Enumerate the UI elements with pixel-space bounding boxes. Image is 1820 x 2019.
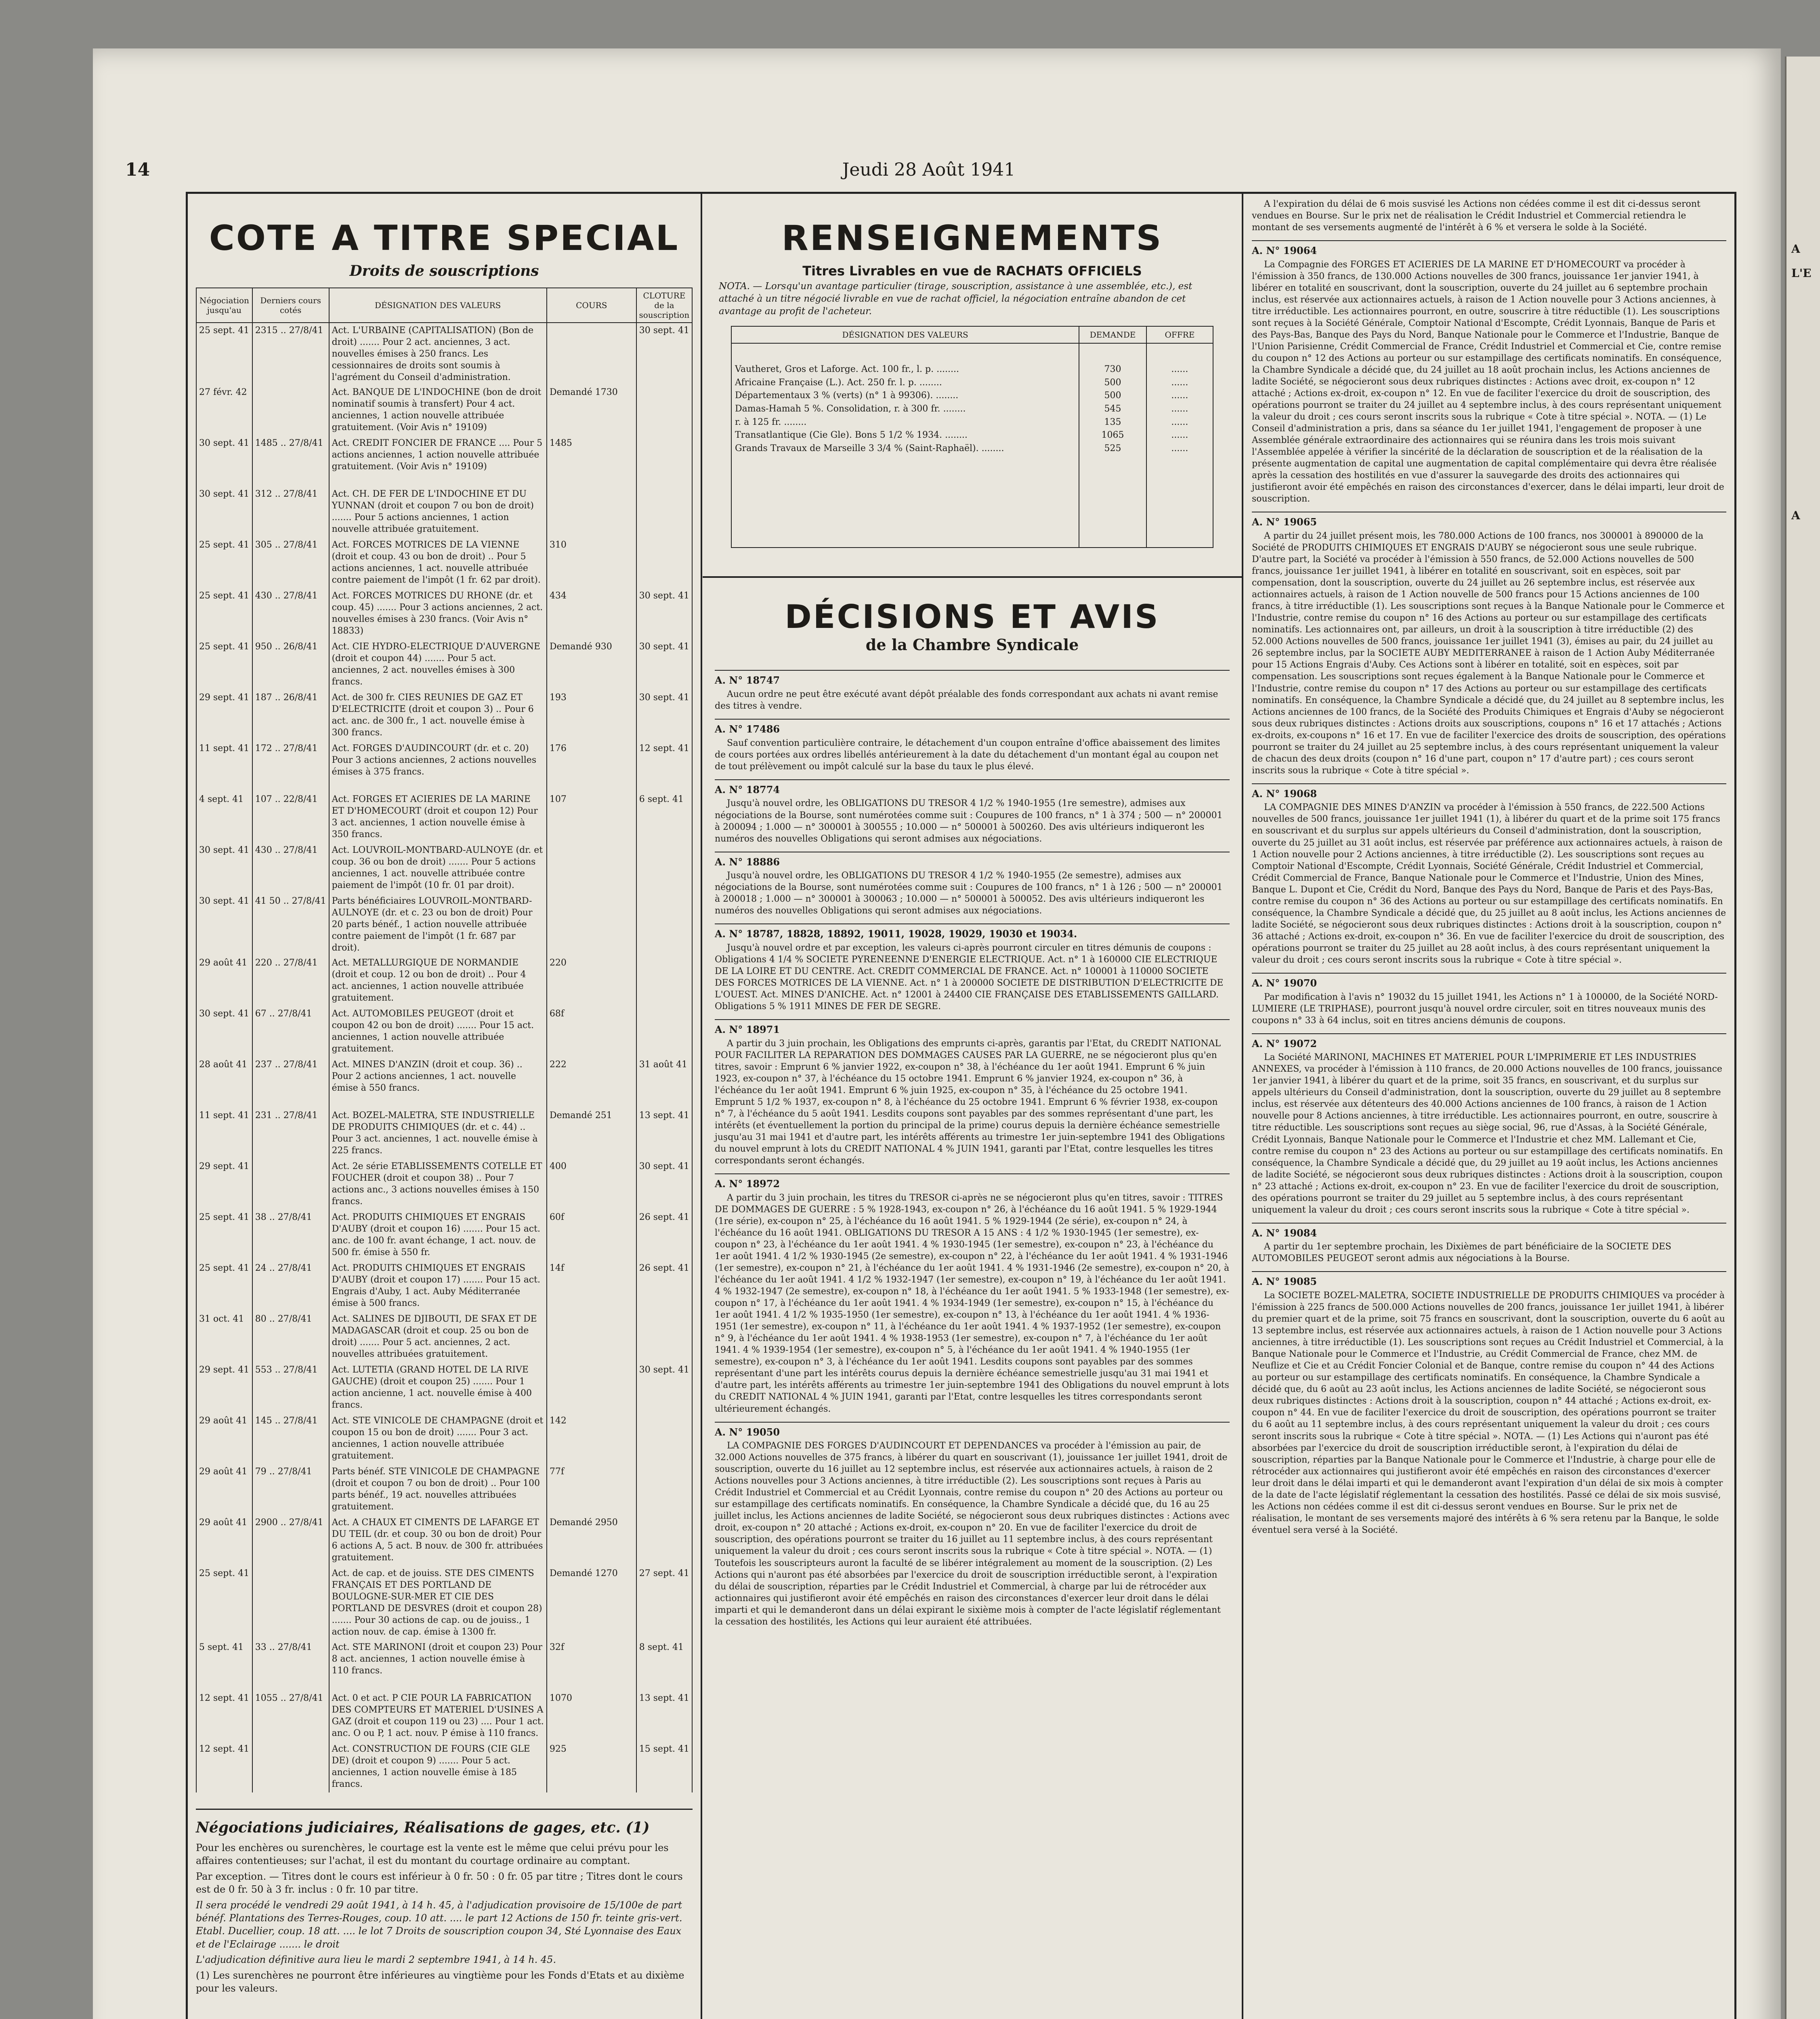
price	[547, 1362, 636, 1413]
security-designation: Grands Travaux de Marseille 3 3/4 % (Saint-Raphaël). ........	[731, 442, 1079, 548]
adjudication-text: Il sera procédé le vendredi 29 août 1941, à 14 h. 45, à l'adjudication provisoire de 15/100e de part bénéf. Plantations des Terres-Rouges, coup. 10 att. .... le part 12 Actions de 150 fr. teinte gris-vert. Etabl. Ducellier, coup. 18 att. .... le lot 7 Droits de souscription coupon 34, Sté Lyonnaise des Eaux et de l'Eclairage ....... le droit	[196, 1899, 682, 1950]
header-demande: DEMANDE	[1079, 326, 1146, 343]
price: 925	[547, 1742, 636, 1792]
table-row	[731, 429, 1213, 442]
negociation-date: 30 sept. 41	[196, 843, 252, 894]
header-derniers-cours: Derniers cours cotés	[252, 288, 329, 323]
price	[547, 1312, 636, 1362]
security-designation: r. à 125 fr. ........	[731, 416, 1079, 429]
table-row	[196, 1640, 692, 1691]
security-designation: Act. 0 et act. P CIE POUR LA FABRICATION DES COMPTEURS ET MATERIEL D'USINES A GAZ (droit et coupon 119 ou 23) .... Pour 1 act. anc. O ou P, 1 act. nouv. P émise à 110 francs.	[329, 1691, 547, 1742]
price	[547, 894, 636, 955]
security-designation: Act. FORCES MOTRICES DU RHONE (dr. et coup. 45) ....... Pour 3 actions anciennes, 2 act. nouvelles émises à 230 francs. (Voir Avis n° 18833)	[329, 588, 547, 639]
negociation-date: 30 sept. 41	[196, 436, 252, 487]
avis-item	[715, 1422, 1230, 1635]
table-row	[196, 1464, 692, 1515]
security-designation: Vautheret, Gros et Laforge. Act. 100 fr., l. p. ........	[731, 343, 1079, 376]
table-row	[196, 537, 692, 588]
table-row	[196, 792, 692, 843]
price: 222	[547, 1057, 636, 1108]
price	[547, 843, 636, 894]
avis-number: A. N° 19064	[1252, 245, 1317, 257]
column-avis-continued	[1244, 194, 1734, 2019]
closing-date: 12 sept. 41	[636, 741, 692, 792]
last-price	[252, 385, 329, 436]
negociation-date: 4 sept. 41	[196, 792, 252, 843]
decisions-title: DÉCISIONS ET AVIS	[785, 598, 1160, 636]
last-price: 107 .. 22/8/41	[252, 792, 329, 843]
closing-date	[636, 436, 692, 487]
last-price: 33 .. 27/8/41	[252, 1640, 329, 1691]
price: 220	[547, 955, 636, 1006]
closing-date: 13 sept. 41	[636, 1108, 692, 1159]
negociation-date: 29 sept. 41	[196, 690, 252, 741]
table-row	[196, 639, 692, 690]
negociation-date: 25 sept. 41	[196, 588, 252, 639]
renseignements-title: RENSEIGNEMENTS	[781, 218, 1163, 258]
closing-date: 30 sept. 41	[636, 1159, 692, 1210]
avis-list	[703, 670, 1242, 1634]
avis-item	[1252, 194, 1726, 240]
negociation-date: 12 sept. 41	[196, 1742, 252, 1792]
closing-date	[636, 487, 692, 537]
closing-date	[636, 955, 692, 1006]
last-price: 187 .. 26/8/41	[252, 690, 329, 741]
negociation-date: 29 sept. 41	[196, 1362, 252, 1413]
closing-date: 30 sept. 41	[636, 1362, 692, 1413]
closing-date: 8 sept. 41	[636, 1640, 692, 1691]
demand-price: 730	[1079, 343, 1146, 376]
avis-number: A. N° 19068	[1252, 787, 1317, 800]
security-designation: Act. CIE HYDRO-ELECTRIQUE D'AUVERGNE (droit et coupon 44) ....... Pour 5 act. anciennes, 2 act. nouvelles émises à 300 francs.	[329, 639, 547, 690]
table-row	[731, 389, 1213, 403]
demand-price: 545	[1079, 403, 1146, 416]
column-cote	[188, 194, 702, 2019]
avis-item	[1252, 1271, 1726, 1543]
security-designation: Act. FORCES MOTRICES DE LA VIENNE (droit et coup. 43 ou bon de droit) .. Pour 5 actions anciennes, 1 act. nouvelle attribuée contre paiement de l'impôt (1 fr. 62 par droit).	[329, 537, 547, 588]
rachats-table	[731, 326, 1213, 548]
closing-date: 31 août 41	[636, 1057, 692, 1108]
closing-date	[636, 1515, 692, 1566]
avis-item	[715, 923, 1230, 1019]
negociation-date: 29 août 41	[196, 1515, 252, 1566]
negociation-date: 29 août 41	[196, 955, 252, 1006]
avis-item	[715, 1019, 1230, 1173]
closing-date: 15 sept. 41	[636, 1742, 692, 1792]
table-row	[196, 843, 692, 894]
avis-text: A partir du 3 juin prochain, les titres du TRESOR ci-après ne se négocieront plus qu'en titres, savoir : TITRES DE DOMMAGES DE GUERRE : 5 % 1928-1943, ex-coupon n° 26, à l'échéance du 16 août 1941. 5 % 1929-1944 (1re série), ex-coupon n° 25, à l'échéance du 16 août 1941. 5 % 1929-1944 (2e série), ex-coupon n° 24, à l'échéance du 16 août 1941. OBLIGATIONS DU TRESOR A 15 ANS : 4 1/2 % 1930-1945 (1er semestre), ex-coupon n° 23, à l'échéance du 1er août 1941. 4 % 1930-1945 (1er semestre), ex-coupon n° 23, à l'échéance du 1er août 1941. 4 1/2 % 1930-1945 (2e semestre), ex-coupon n° 22, à l'échéance du 1er août 1941. 4 % 1931-1946 (1er semestre), ex-coupon n° 21, à l'échéance du 1er août 1941. 4 % 1931-1946 (2e semestre), ex-coupon n° 20, à l'échéance du 1er août 1941. 4 1/2 % 1932-1947 (1er semestre), ex-coupon n° 19, à l'échéance du 1er août 1941. 4 % 1932-1947 (2e semestre), ex-coupon n° 18, à l'échéance du 1er août 1941. 5 % 1933-1948 (1er semestre), ex-coupon n° 17, à l'échéance du 1er août 1941. 4 % 1934-1949 (1er semestre), ex-coupon n° 15, à l'échéance du 1er août 1941. 4 1/2 % 1935-1950 (1er semestre), ex-coupon n° 13, à l'échéance du 1er août 1941. 4 % 1936-1951 (1er semestre), ex-coupon n° 11, à l'échéance du 1er août 1941. 4 % 1937-1952 (1er semestre), ex-coupon n° 9, à l'échéance du 1er août 1941. 4 % 1938-1953 (1er semestre), ex-coupon n° 7, à l'échéance du 1er août 1941. 4 % 1939-1954 (1er semestre), ex-coupon n° 5, à l'échéance du 1er août 1941. 4 % 1940-1955 (1er semestre), ex-coupon n° 3, à l'échéance du 1er août 1941. Lesdits coupons sont payables par des sommes représentant d'une part les intérêts courus depuis la dernière échéance semestrielle jusqu'au 31 mai 1941 et d'autre part, les intérêts afférents au trimestre 1er juin-septembre 1941 des Obligations du nouvel emprunt à lots du CREDIT NATIONAL 4 % JUIN 1941, garanti par l'Etat, contre lesquelles les titres correspondants seront ultérieurement échangés.	[715, 1192, 1230, 1414]
price: Demandé 1730	[547, 385, 636, 436]
avis-text: La Société MARINONI, MACHINES ET MATERIEL POUR L'IMPRIMERIE ET LES INDUSTRIES ANNEXES, va procéder à l'émission à 110 francs, de 20.000 Actions nouvelles de 100 francs, jouissance 1er janvier 1941, à libérer du quart et de la prime, soit 35 francs, en souscrivant, et du surplus sur appels ultérieurs du Conseil d'administration, dont la souscription, ouverte du 29 juillet au 8 septembre inclus, est réservée aux détenteurs des 40.000 Actions anciennes de 100 francs, à raison de 1 Action nouvelle pour 8 Actions anciennes, à titre irréductible. Les actionnaires pourront, en outre, souscrire à titre réductible. Les souscriptions sont reçues au siège social, 96, rue d'Assas, à la Société Générale, Crédit Lyonnais, Banque Nationale pour le Commerce et l'Industrie et chez MM. Lallemant et Cie, contre remise du coupon n° 23 des Actions au porteur ou sur estampillage des certificats nominatifs. En conséquence, la Chambre Syndicale a décidé que, du 29 juillet au 19 août inclus, les Actions anciennes de ladite Société, se négocieront sous deux rubriques distinctes : Actions droit à la souscription, coupon n° 23 attaché ; Actions ex-droit, ex-coupon n° 23. En vue de faciliter l'exercice du droit de souscription, des opérations pourront se traiter du 29 juillet au 5 septembre inclus, à des cours représentant uniquement la valeur du droit ; ces cours seront inscrits sous la rubrique « Cote à titre spécial ».	[1252, 1052, 1723, 1215]
negociation-date: 25 sept. 41	[196, 1566, 252, 1639]
price: 14f	[547, 1261, 636, 1312]
last-price: 38 .. 27/8/41	[252, 1210, 329, 1261]
decisions-section	[703, 576, 1242, 1634]
last-price: 79 .. 27/8/41	[252, 1464, 329, 1515]
last-price: 231 .. 27/8/41	[252, 1108, 329, 1159]
security-designation: Act. CREDIT FONCIER DE FRANCE .... Pour 5 actions anciennes, 1 action nouvelle attribuée gratuitement. (Voir Avis n° 19109)	[329, 436, 547, 487]
price: 1070	[547, 1691, 636, 1742]
table-row	[196, 690, 692, 741]
last-price: 145 .. 27/8/41	[252, 1413, 329, 1464]
avis-text: Par modification à l'avis n° 19032 du 15 juillet 1941, les Actions n° 1 à 100000, de la Société NORD-LUMIERE (LE TRIPHASE), pourront jusqu'à nouvel ordre circuler, soit en titres nouveaux munis des coupons n° 33 à 64 inclus, soit en titres anciens démunis de coupons.	[1252, 992, 1718, 1026]
last-price: 2315 .. 27/8/41	[252, 323, 329, 385]
last-price: 1485 .. 27/8/41	[252, 436, 329, 487]
last-price: 80 .. 27/8/41	[252, 1312, 329, 1362]
negociation-date: 28 août 41	[196, 1057, 252, 1108]
avis-item	[1252, 512, 1726, 783]
table-row	[196, 1159, 692, 1210]
price: 193	[547, 690, 636, 741]
price	[547, 487, 636, 537]
adjacent-page-edge	[1785, 57, 1820, 2019]
price: 434	[547, 588, 636, 639]
negociation-date: 11 sept. 41	[196, 1108, 252, 1159]
right-page-fragment: A	[1791, 509, 1800, 522]
closing-date	[636, 843, 692, 894]
header-offre: OFFRE	[1146, 326, 1213, 343]
price: 68f	[547, 1006, 636, 1057]
price: 142	[547, 1413, 636, 1464]
last-price: 1055 .. 27/8/41	[252, 1691, 329, 1742]
table-row	[196, 894, 692, 955]
security-designation: Act. STE VINICOLE DE CHAMPAGNE (droit et coupon 15 ou bon de droit) ....... Pour 3 act. anciennes, 1 action nouvelle attribuée gratuitement.	[329, 1413, 547, 1464]
table-row	[196, 1566, 692, 1639]
footnote: (1) Les surenchères ne pourront être inférieures au vingtième pour les Fonds d'Etats et au dixième pour les valeurs.	[196, 1969, 684, 1994]
page-header	[125, 160, 1732, 188]
negociations-text: Par exception. — Titres dont le cours est inférieur à 0 fr. 50 : 0 fr. 05 par titre ; Titres dont le cours est de 0 fr. 50 à 3 fr. inclus : 0 fr. 10 par titre.	[196, 1870, 683, 1895]
security-designation: Act. PRODUITS CHIMIQUES ET ENGRAIS D'AUBY (droit et coupon 17) ....... Pour 15 act. Engrais d'Auby, 1 act. Auby Méditerranée émise à 500 francs.	[329, 1261, 547, 1312]
price: 310	[547, 537, 636, 588]
security-designation: Act. PRODUITS CHIMIQUES ET ENGRAIS D'AUBY (droit et coupon 16) ....... Pour 15 act. anc. de 100 fr. avant échange, 1 act. nouv. de 500 fr. émise à 550 fr.	[329, 1210, 547, 1261]
negociations-text: Pour les enchères ou surenchères, le courtage est la vente est le même que celui prévu pour les affaires contentieuses; sur l'achat, il est du montant du courtage ordinaire au comptant.	[196, 1842, 669, 1867]
demand-price: 500	[1079, 376, 1146, 390]
price: Demandé 1270	[547, 1566, 636, 1639]
price: Demandé 930	[547, 639, 636, 690]
table-row	[196, 1108, 692, 1159]
header-designation: DÉSIGNATION DES VALEURS	[329, 288, 547, 323]
avis-text: Sauf convention particulière contraire, le détachement d'un coupon entraîne d'office abaissement des limites de cours portées aux ordres libellés antérieurement à la date du détachement d'un montant égal au coupon net de tout prélèvement ou impôt calculé sur la base du taux le plus élevé.	[715, 738, 1220, 772]
table-row	[731, 442, 1213, 548]
cote-body	[196, 323, 692, 1792]
negociation-date: 11 sept. 41	[196, 741, 252, 792]
demand-price: 135	[1079, 416, 1146, 429]
table-row	[196, 741, 692, 792]
table-row	[731, 343, 1213, 376]
last-price: 220 .. 27/8/41	[252, 955, 329, 1006]
right-page-fragment: L'E	[1791, 267, 1812, 280]
table-row	[731, 416, 1213, 429]
negociations-section	[196, 1809, 693, 2019]
table-row	[196, 385, 692, 436]
table-row	[731, 376, 1213, 390]
security-designation: Act. AUTOMOBILES PEUGEOT (droit et coupon 42 ou bon de droit) ....... Pour 15 act. anciennes, 1 action nouvelle attribuée gratuitement.	[329, 1006, 547, 1057]
decisions-subtitle: de la Chambre Syndicale	[865, 636, 1079, 654]
last-price	[252, 1566, 329, 1639]
price: Demandé 251	[547, 1108, 636, 1159]
negociation-date: 30 sept. 41	[196, 487, 252, 537]
offer-price: ......	[1146, 416, 1213, 429]
security-designation: Act. de cap. et de jouiss. STE DES CIMENTS FRANÇAIS ET DES PORTLAND DE BOULOGNE-SUR-MER ET CIE DES PORTLAND DE DESVRES (droit et coupon 28) ....... Pour 30 actions de cap. ou de jouiss., 1 action nouv. de cap. émise à 1300 fr.	[329, 1566, 547, 1639]
renseignements-note: NOTA. — Lorsqu'un avantage particulier (tirage, souscription, assistance à une assemblée, etc.), est attaché à un titre négocié livrable en vue de rachat officiel, la négociation entraîne abandon de cet avantage au profit de l'acheteur.	[719, 281, 1192, 317]
price: Demandé 2950	[547, 1515, 636, 1566]
security-designation: Départementaux 3 % (verts) (n° 1 à 99306). ........	[731, 389, 1079, 403]
table-row	[196, 1261, 692, 1312]
table-row	[196, 1691, 692, 1742]
table-row	[731, 403, 1213, 416]
page-number: 14	[125, 160, 150, 180]
header-designation: DÉSIGNATION DES VALEURS	[731, 326, 1079, 343]
closing-date	[636, 1464, 692, 1515]
last-price: 41 50 .. 27/8/41	[252, 894, 329, 955]
cote-title: COTE A TITRE SPECIAL	[209, 218, 680, 258]
avis-number: A. N° 18971	[715, 1024, 780, 1036]
renseignements-subtitle: Titres Livrables en vue de RACHATS OFFICIELS	[802, 263, 1142, 279]
security-designation: Transatlantique (Cie Gle). Bons 5 1/2 % 1934. ........	[731, 429, 1079, 442]
negociation-date: 25 sept. 41	[196, 1261, 252, 1312]
price: 77f	[547, 1464, 636, 1515]
negociation-date: 25 sept. 41	[196, 639, 252, 690]
negociation-date: 30 sept. 41	[196, 894, 252, 955]
security-designation: Act. STE MARINONI (droit et coupon 23) Pour 8 act. anciennes, 1 action nouvelle émise à 110 francs.	[329, 1640, 547, 1691]
last-price: 312 .. 27/8/41	[252, 487, 329, 537]
avis-number: A. N° 19072	[1252, 1037, 1317, 1049]
avis-number: A. N° 17486	[715, 723, 780, 735]
rachats-body	[731, 343, 1213, 548]
price: 107	[547, 792, 636, 843]
avis-item	[1252, 973, 1726, 1033]
closing-date	[636, 1413, 692, 1464]
avis-text: A partir du 1er septembre prochain, les Dixièmes de part bénéficiaire de la SOCIETE DES AUTOMOBILES PEUGEOT seront admis aux négociations à la Bourse.	[1252, 1242, 1671, 1264]
negociation-date: 25 sept. 41	[196, 537, 252, 588]
offer-price: ......	[1146, 403, 1213, 416]
table-row	[196, 487, 692, 537]
closing-date	[636, 894, 692, 955]
cote-subtitle: Droits de souscriptions	[349, 262, 539, 279]
security-designation: Act. FORGES D'AUDINCOURT (dr. et c. 20) Pour 3 actions anciennes, 2 actions nouvelles émises à 375 francs.	[329, 741, 547, 792]
security-designation: Act. SALINES DE DJIBOUTI, DE SFAX ET DE MADAGASCAR (droit et coup. 25 ou bon de droit) ....... Pour 5 act. anciennes, 2 act. nouvelles attribuées gratuitement.	[329, 1312, 547, 1362]
security-designation: Africaine Française (L.). Act. 250 fr. l. p. ........	[731, 376, 1079, 390]
security-designation: Act. LUTETIA (GRAND HOTEL DE LA RIVE GAUCHE) (droit et coupon 25) ....... Pour 1 action ancienne, 1 act. nouvelle émise à 400 francs.	[329, 1362, 547, 1413]
table-row	[196, 588, 692, 639]
last-price: 430 .. 27/8/41	[252, 843, 329, 894]
table-row	[196, 1057, 692, 1108]
demand-price: 1065	[1079, 429, 1146, 442]
security-designation: Act. A CHAUX ET CIMENTS DE LAFARGE ET DU TEIL (dr. et coup. 30 ou bon de droit) Pour 6 actions A, 5 act. B nouv. de 300 fr. attribuées gratuitement.	[329, 1515, 547, 1566]
last-price: 237 .. 27/8/41	[252, 1057, 329, 1108]
closing-date: 26 sept. 41	[636, 1261, 692, 1312]
avis-text: A l'expiration du délai de 6 mois susvisé les Actions non cédées comme il est dit ci-dessus seront vendues en Bourse. Sur le prix net de réalisation le Crédit Industriel et Commercial retiendra le montant de ses versements augmenté de l'intérêt à 6 % et versera le solde à la Société.	[1252, 199, 1700, 233]
header-cours: COURS	[547, 288, 636, 323]
closing-date	[636, 385, 692, 436]
avis-text: LA COMPAGNIE DES FORGES D'AUDINCOURT ET DEPENDANCES va procéder à l'émission au pair, de 32.000 Actions nouvelles de 375 francs, à libérer du quart en souscrivant (1), jouissance 1er juillet 1941, droit de souscription, ouverte du 16 juillet au 12 septembre inclus, est réservée aux actionnaires actuels, à raison de 2 Actions nouvelles pour 3 Actions anciennes, à titre irréductible (2). Les souscriptions sont reçues à Paris au Crédit Industriel et Commercial et au Crédit Lyonnais, contre remise du coupon n° 20 des Actions au porteur ou sur estampillage des certificats nominatifs. En conséquence, la Chambre Syndicale a décidé que, du 16 au 25 juillet inclus, les Actions anciennes de ladite Société, se négocieront sous deux rubriques distinctes : Actions avec droit, ex-coupon n° 20 attaché ; Actions ex-droit, ex-coupon n° 20. En vue de faciliter l'exercice du droit de souscription, des opérations pourront se traiter du 16 juillet au 11 septembre inclus, à des cours représentant uniquement la valeur du droit ; ces cours seront inscrits sous la rubrique « Cote à titre spécial ». NOTA. — (1) Toutefois les souscripteurs auront la faculté de se libérer intégralement au moment de la souscription. (2) Les Actions qui n'auront pas été absorbées par l'exercice du droit de souscription irréductible seront, à l'expiration du délai de souscription, réparties par le Crédit Industriel et Commercial, à charge par lui de rétrocéder aux actionnaires qui justifieront avoir été empêchés en raison des circonstances d'exercer leur droit dans le délai imparti et qui le demanderont dans un délai expirant le sixième mois à compter de l'acte législatif réglementant la cessation des hostilités, les Actions qui leur auraient été attribuées.	[715, 1441, 1230, 1627]
avis-text: Jusqu'à nouvel ordre, les OBLIGATIONS DU TRESOR 4 1/2 % 1940-1955 (2e semestre), admises aux négociations de la Bourse, sont numérotées comme suit : Coupures de 100 francs, n° 1 à 126 ; 500 — n° 200001 à 200018 ; 1.000 — n° 300001 à 300063 ; 10.000 — n° 500001 à 500052. Des avis ultérieurs indiqueront les numéros des nouvelles Obligations qui seront admises aux négociations.	[715, 871, 1223, 916]
price: 32f	[547, 1640, 636, 1691]
table-row	[196, 323, 692, 385]
avis-number: A. N° 19070	[1252, 977, 1317, 989]
security-designation: Act. de 300 fr. CIES REUNIES DE GAZ ET D'ELECTRICITE (droit et coupon 3) .. Pour 6 act. anc. de 300 fr., 1 act. nouvelle émise à 300 francs.	[329, 690, 547, 741]
negociation-date: 29 août 41	[196, 1464, 252, 1515]
price: 176	[547, 741, 636, 792]
table-row	[196, 1006, 692, 1057]
closing-date: 13 sept. 41	[636, 1691, 692, 1742]
negociation-date: 30 sept. 41	[196, 1006, 252, 1057]
table-row	[196, 1210, 692, 1261]
header-negociation: Négociation jusqu'au	[196, 288, 252, 323]
security-designation: Act. MINES D'ANZIN (droit et coup. 36) .. Pour 2 actions anciennes, 1 act. nouvelle émise à 550 francs.	[329, 1057, 547, 1108]
avis-text: LA COMPAGNIE DES MINES D'ANZIN va procéder à l'émission à 550 francs, de 222.500 Actions nouvelles de 500 francs, jouissance 1er juillet 1941 (1), à libérer du quart et de la prime soit 175 francs en souscrivant et du surplus sur appels ultérieurs du Conseil d'administration, dont la souscription, ouverte du 25 juillet au 31 août inclus, est réservée par préférence aux actionnaires actuels, à raison de 1 Action nouvelle pour 2 Actions anciennes, à titre irréductible (2). Les souscriptions sont reçues au Comptoir National d'Escompte, Crédit Lyonnais, Société Générale, Crédit Industriel et Commercial, Crédit Commercial de France, Banque Nationale pour le Commerce et l'Industrie, Union des Mines, Banque L. Dupont et Cie, Crédit du Nord, Banque des Pays du Nord, Banque de Paris et des Pays-Bas, contre remise du coupon n° 36 des Actions au porteur ou sur estampillage des certificats nominatifs. En conséquence, la Chambre Syndicale a décidé que, du 25 juillet au 8 août inclus, les Actions anciennes de ladite Société, se négocieront sous deux rubriques distinctes : Actions droit à la souscription, coupon n° 36 attaché ; Actions ex-droit, ex-coupon n° 36. En vue de faciliter l'exercice du droit de souscription, des opérations pourront se traiter du 25 juillet au 28 août inclus, à des cours représentant uniquement la valeur du droit ; ces cours seront inscrits sous la rubrique « Cote à titre spécial ».	[1252, 802, 1726, 965]
avis-number: A. N° 18747	[715, 674, 780, 686]
cote-header-row	[196, 288, 692, 323]
last-price	[252, 1159, 329, 1210]
avis-item	[715, 670, 1230, 719]
table-row	[196, 1515, 692, 1566]
negociation-date: 5 sept. 41	[196, 1640, 252, 1691]
offer-price: ......	[1146, 429, 1213, 442]
negociation-date: 12 sept. 41	[196, 1691, 252, 1742]
last-price	[252, 1742, 329, 1792]
table-row	[196, 436, 692, 487]
closing-date	[636, 1006, 692, 1057]
security-designation: Act. CH. DE FER DE L'INDOCHINE ET DU YUNNAN (droit et coupon 7 ou bon de droit) ....... Pour 5 actions anciennes, 1 action nouvelle attribuée gratuitement.	[329, 487, 547, 537]
table-row	[196, 1413, 692, 1464]
negociation-date: 31 oct. 41	[196, 1312, 252, 1362]
security-designation: Parts bénéf. STE VINICOLE DE CHAMPAGNE (droit et coupon 7 ou bon de droit) .. Pour 100 parts bénéf., 19 act. nouvelles attribuées gratuitement.	[329, 1464, 547, 1515]
table-row	[196, 1312, 692, 1362]
avis-text: Jusqu'à nouvel ordre et par exception, les valeurs ci-après pourront circuler en titres démunis de coupons : Obligations 4 1/4 % SOCIETE PYRENEENNE D'ENERGIE ELECTRIQUE. Act. n° 1 à 160000 CIE ELECTRIQUE DE LA LOIRE ET DU CENTRE. Act. CREDIT COMMERCIAL DE FRANCE. Act. n° 100001 à 110000 SOCIETE DES FORCES MOTRICES DE LA VIENNE. Act. n° 1 à 200000 SOCIETE DE DISTRIBUTION D'ELECTRICITE DE L'OUEST. Act. MINES D'ANICHE. Act. n° 12001 à 24400 CIE FRANÇAISE DES ETABLISSEMENTS GAILLARD. Obligations 5 % 1911 MINES DE FER DE SEGRE.	[715, 943, 1224, 1012]
avis-item	[1252, 1033, 1726, 1223]
avis-item	[715, 852, 1230, 924]
closing-date: 30 sept. 41	[636, 639, 692, 690]
avis-item	[715, 1173, 1230, 1421]
avis-item	[715, 779, 1230, 852]
last-price: 2900 .. 27/8/41	[252, 1515, 329, 1566]
demand-price: 525	[1079, 442, 1146, 548]
closing-date: 30 sept. 41	[636, 588, 692, 639]
avis-number: A. N° 19065	[1252, 516, 1317, 528]
last-price: 950 .. 26/8/41	[252, 639, 329, 690]
negociation-date: 29 août 41	[196, 1413, 252, 1464]
avis-number: A. N° 18774	[715, 783, 780, 795]
right-page-fragment: A	[1791, 242, 1800, 256]
avis-number: A. N° 19085	[1252, 1276, 1317, 1288]
closing-date	[636, 1312, 692, 1362]
closing-date: 27 sept. 41	[636, 1566, 692, 1639]
table-row	[196, 1742, 692, 1792]
negociations-title: Négociations judiciaires, Réalisations de gages, etc. (1)	[196, 1819, 650, 1836]
security-designation: Act. L'URBAINE (CAPITALISATION) (Bon de droit) ....... Pour 2 act. anciennes, 3 act. nouvelles émises à 250 francs. Les cessionnaires de droits sont soumis à l'agrément du Conseil d'administration.	[329, 323, 547, 385]
security-designation: Act. BOZEL-MALETRA, STE INDUSTRIELLE DE PRODUITS CHIMIQUES (dr. et c. 44) .. Pour 3 act. anciennes, 1 act. nouvelle émise à 225 francs.	[329, 1108, 547, 1159]
last-price: 430 .. 27/8/41	[252, 588, 329, 639]
rachats-header-row	[731, 326, 1213, 343]
last-price: 553 .. 27/8/41	[252, 1362, 329, 1413]
header-cloture: CLOTURE de la souscription	[636, 288, 692, 323]
security-designation: Act. METALLURGIQUE DE NORMANDIE (droit et coup. 12 ou bon de droit) .. Pour 4 act. anciennes, 1 action nouvelle attribuée gratuitement.	[329, 955, 547, 1006]
last-price: 24 .. 27/8/41	[252, 1261, 329, 1312]
security-designation: Act. LOUVROIL-MONTBARD-AULNOYE (dr. et coup. 36 ou bon de droit) ....... Pour 5 actions anciennes, 1 act. nouvelle attribuée contre paiement de l'impôt (10 fr. 01 par droit).	[329, 843, 547, 894]
security-designation: Act. BANQUE DE L'INDOCHINE (bon de droit nominatif soumis à transfert) Pour 4 act. anciennes, 1 action nouvelle attribuée gratuitement. (Voir Avis n° 19109)	[329, 385, 547, 436]
last-price: 67 .. 27/8/41	[252, 1006, 329, 1057]
avis-number: A. N° 19084	[1252, 1227, 1317, 1239]
avis-number: A. N° 18886	[715, 856, 780, 868]
closing-date: 30 sept. 41	[636, 690, 692, 741]
price: 60f	[547, 1210, 636, 1261]
last-price: 172 .. 27/8/41	[252, 741, 329, 792]
demand-price: 500	[1079, 389, 1146, 403]
avis-text: A partir du 24 juillet présent mois, les 780.000 Actions de 100 francs, nos 300001 à 890000 de la Société de PRODUITS CHIMIQUES ET ENGRAIS D'AUBY se négocieront sous une seule rubrique. D'autre part, la Société va procéder à l'émission à 550 francs, de 52.000 Actions nouvelles de 500 francs, jouissance 1er juillet 1941, à libérer en totalité en souscrivant, soit en espèces, soit par compensation, dont la souscription, ouverte du 24 juillet au 26 septembre inclus, est réservée aux actionnaires actuels, à raison de 1 Action nouvelle de 500 francs pour 15 Actions anciennes de 100 francs, à titre irréductible (1). Les souscriptions sont reçues à la Banque Nationale pour le Commerce et l'Industrie, contre remise du coupon n° 16 des Actions au porteur ou sur estampillage des certificats nominatifs. Les actionnaires ont, par ailleurs, un droit à la souscription à titre irréductible (2) des 52.000 Actions nouvelles de 500 francs, jouissance 1er juillet 1941 (3), émises au pair, du 24 juillet au 26 septembre inclus, par la SOCIETE AUBY MEDITERRANEE à raison de 1 Action Auby Méditerranée pour 15 Actions Engrais d'Auby. Ces Actions sont à libérer en totalité, soit en espèces, soit par compensation. Les souscriptions sont reçues également à la Banque Nationale pour le Commerce et l'Industrie, contre remise du coupon n° 17 des Actions au porteur ou sur estampillage des certificats nominatifs. En conséquence, la Chambre Syndicale a décidé que, du 24 juillet au 8 septembre inclus, les Actions anciennes de 100 francs, de la Société des Produits Chimiques et Engrais d'Auby se négocieront sous deux rubriques distinctes : Actions droits aux souscriptions, coupons n° 16 et 17 attachés ; Actions ex-droits, ex-coupons n° 16 et 17. En vue de faciliter l'exercice des droits de souscription, des opérations pourront se traiter du 24 juillet au 25 septembre inclus, à des cours représentant uniquement la valeur de chacun des deux droits (coupon n° 16 d'une part, coupon n° 17 d'autre part) ; ces cours seront inscrits sous la rubrique « Cote à titre spécial ».	[1252, 531, 1726, 776]
negociation-date: 25 sept. 41	[196, 1210, 252, 1261]
avis-item	[1252, 783, 1726, 973]
negociation-date: 25 sept. 41	[196, 323, 252, 385]
security-designation: Damas-Hamah 5 %. Consolidation, r. à 300 fr. ........	[731, 403, 1079, 416]
closing-date: 30 sept. 41	[636, 323, 692, 385]
avis-text: La SOCIETE BOZEL-MALETRA, SOCIETE INDUSTRIELLE DE PRODUITS CHIMIQUES va procéder à l'émission à 225 francs de 500.000 Actions nouvelles de 200 francs, jouissance 1er juillet 1941, à libérer du premier quart et de la prime, soit 75 francs en souscrivant, dont la souscription, ouverte du 6 août au 13 septembre inclus, est réservée aux actionnaires actuels, à raison de 1 Action nouvelle pour 3 Actions anciennes, à titre irréductible (1). Les souscriptions sont reçues au Crédit Industriel et Commercial, à la Banque Nationale pour le Commerce et l'Industrie, au Crédit Commercial de France, chez MM. de Neuflize et Cie et au Crédit Foncier Colonial et de Banque, contre remise du coupon n° 44 des Actions au porteur ou sur estampillage des certificats nominatifs. En conséquence, la Chambre Syndicale a décidé que, du 6 août au 23 août inclus, les Actions anciennes de ladite Société, se négocieront sous deux rubriques distinctes : Actions droit à la souscription, coupon n° 44 attaché ; Actions ex-droit, ex-coupon n° 44. En vue de faciliter l'exercice du droit de souscription, des opérations pourront se traiter du 6 août au 11 septembre inclus, à des cours représentant uniquement la valeur du droit ; ces cours seront inscrits sous la rubrique « Cote à titre spécial ». NOTA. — (1) Les Actions qui n'auront pas été absorbées par l'exercice du droit de souscription irréductible seront, à l'expiration du délai de souscription, réparties par la Banque Nationale pour le Commerce et l'Industrie, à charge pour elle de rétrocéder aux actionnaires qui justifieront avoir été empêchés en raison des circonstances d'exercer leur droit dans le délai imparti et qui le demanderont avant l'expiration d'un délai de six mois à compter de la date de l'acte législatif réglementant la cessation des hostilités. Passé ce délai de six mois susvisé, les Actions non cédées comme il est dit ci-dessus seront vendues en Bourse. Sur le prix net de réalisation, le montant de ses versements majoré des intérêts à 6 % sera retenu par la Banque, le solde éventuel sera versé à la Société.	[1252, 1291, 1725, 1535]
cote-table	[196, 288, 693, 1792]
avis-text: Jusqu'à nouvel ordre, les OBLIGATIONS DU TRESOR 4 1/2 % 1940-1955 (1re semestre), admises aux négociations de la Bourse, sont numérotées comme suit : Coupures de 100 francs, n° 1 à 374 ; 500 — n° 200001 à 200094 ; 1.000 — n° 300001 à 300555 ; 10.000 — n° 500001 à 500260. Des avis ultérieurs indiqueront les numéros des nouvelles Obligations qui seront admises aux négociations.	[715, 798, 1223, 844]
avis-text: Aucun ordre ne peut être exécuté avant dépôt préalable des fonds correspondant aux achats ni avant remise des titres à vendre.	[715, 689, 1218, 711]
offer-price: ......	[1146, 343, 1213, 376]
offer-price: ......	[1146, 442, 1213, 548]
avis-item	[1252, 1223, 1726, 1272]
table-row	[196, 955, 692, 1006]
security-designation: Parts bénéficiaires LOUVROIL-MONTBARD-AULNOYE (dr. et c. 23 ou bon de droit) Pour 20 parts bénéf., 1 action nouvelle attribuée contre paiement de l'impôt (1 fr. 687 par droit).	[329, 894, 547, 955]
avis-item	[715, 719, 1230, 779]
avis-number: A. N° 18787, 18828, 18892, 19011, 19028, 19029, 19030 et 19034.	[715, 928, 1077, 940]
price: 400	[547, 1159, 636, 1210]
avis-item	[1252, 240, 1726, 512]
security-designation: Act. CONSTRUCTION DE FOURS (CIE GLE DE) (droit et coupon 9) ....... Pour 5 act. anciennes, 1 action nouvelle émise à 185 francs.	[329, 1742, 547, 1792]
avis-number: A. N° 18972	[715, 1178, 780, 1190]
avis-list	[1244, 194, 1734, 1543]
closing-date: 26 sept. 41	[636, 1210, 692, 1261]
closing-date	[636, 537, 692, 588]
offer-price: ......	[1146, 389, 1213, 403]
avis-number: A. N° 19050	[715, 1426, 780, 1438]
security-designation: Act. FORGES ET ACIERIES DE LA MARINE ET D'HOMECOURT (droit et coupon 12) Pour 3 act. anciennes, 1 action nouvelle émise à 350 francs.	[329, 792, 547, 843]
offer-price: ......	[1146, 376, 1213, 390]
avis-text: A partir du 3 juin prochain, les Obligations des emprunts ci-après, garantis par l'Etat, du CREDIT NATIONAL POUR FACILITER LA REPARATION DES DOMMAGES CAUSES PAR LA GUERRE, ne se négocieront plus qu'en titres, savoir : Emprunt 6 % janvier 1922, ex-coupon n° 38, à l'échéance du 1er août 1941. Emprunt 6 % juin 1923, ex-coupon n° 37, à l'échéance du 15 octobre 1941. Emprunt 6 % janvier 1924, ex-coupon n° 36, à l'échéance du 1er août 1941. Emprunt 6 % juin 1925, ex-coupon n° 35, à l'échéance du 25 octobre 1941. Emprunt 5 1/2 % 1937, ex-coupon n° 8, à l'échéance du 25 octobre 1941. Emprunt 6 % février 1938, ex-coupon n° 7, à l'échéance du 5 août 1941. Lesdits coupons sont payables par des sommes représentant d'une part, les intérêts (et éventuellement la portion du principal de la prime) courus depuis la dernière échéance semestrielle jusqu'au 31 mai 1941 et d'autre part, les intérêts afférents au trimestre 1er juin-septembre 1941 des Obligations du nouvel emprunt à lots du CREDIT NATIONAL 4 % JUIN 1941, garanti par l'Etat, contre lesquelles les titres correspondants seront échangés.	[715, 1038, 1225, 1166]
issue-date: Jeudi 28 Août 1941	[842, 160, 1016, 180]
table-row	[196, 1362, 692, 1413]
column-renseignements	[703, 194, 1243, 2019]
negociation-date: 27 févr. 42	[196, 385, 252, 436]
closing-date: 6 sept. 41	[636, 792, 692, 843]
avis-text: La Compagnie des FORGES ET ACIERIES DE LA MARINE ET D'HOMECOURT va procéder à l'émission à 350 francs, de 130.000 Actions nouvelles de 300 francs, jouissance 1er janvier 1941, à libérer en totalité en souscrivant, dont la souscription, ouverte du 24 juillet au 6 septembre prochain inclus, est réservée aux actionnaires actuels, à raison de 1 Action nouvelle pour 3 Actions anciennes, à titre irréductible. Les actionnaires pourront, en outre, souscrire à titre réductible (1). Les souscriptions sont reçues à la Société Générale, Comptoir National d'Escompte, Crédit Lyonnais, Banque de Paris et des Pays-Bas, Banque des Pays du Nord, Banque Nationale pour le Commerce et l'Industrie, Banque de l'Union Parisienne, Crédit Commercial de France, Crédit Industriel et Commercial et Cie, contre remise du coupon n° 12 des Actions au porteur ou sur estampillage des certificats nominatifs. En conséquence, la Chambre Syndicale a décidé que, du 24 juillet au 18 août prochain inclus, les Actions anciennes de ladite Société, se négocieront sous deux rubriques distinctes : Actions avec droit, ex-coupon n° 12 attaché ; Actions ex-droit, ex-coupon n° 12. En vue de faciliter l'exercice du droit de souscription, des opérations pourront se traiter du 24 juillet au 4 septembre inclus, à des cours représentant uniquement la valeur du droit ; ces cours seront inscrits sous la rubrique « Cote à titre spécial ». NOTA. — (1) Le Conseil d'administration a pris, dans sa séance du 1er juillet 1941, l'engagement de proposer à une Assemblée générale extraordinaire des actionnaires qui se réunira dans les trois mois suivant l'Assemblée appelée à vérifier la sincérité de la déclaration de souscription et de la réalisation de la présente augmentation de capital une augmentation de capital complémentaire qui devra être réalisée après la cessation des hostilités en vue d'assurer la sauvegarde des droits des actionnaires qui justifieront avoir été empêchés en raison des circonstances d'exercer, dans le délai imparti, leur droit de souscription.	[1252, 259, 1724, 504]
adjudication-text: L'adjudication définitive aura lieu le mardi 2 septembre 1941, à 14 h. 45.	[196, 1954, 556, 1966]
page-frame	[186, 192, 1736, 2019]
negociation-date: 29 sept. 41	[196, 1159, 252, 1210]
price: 1485	[547, 436, 636, 487]
last-price: 305 .. 27/8/41	[252, 537, 329, 588]
security-designation: Act. 2e série ETABLISSEMENTS COTELLE ET FOUCHER (droit et coupon 38) .. Pour 7 actions anc., 3 actions nouvelles émises à 150 francs.	[329, 1159, 547, 1210]
price	[547, 323, 636, 385]
